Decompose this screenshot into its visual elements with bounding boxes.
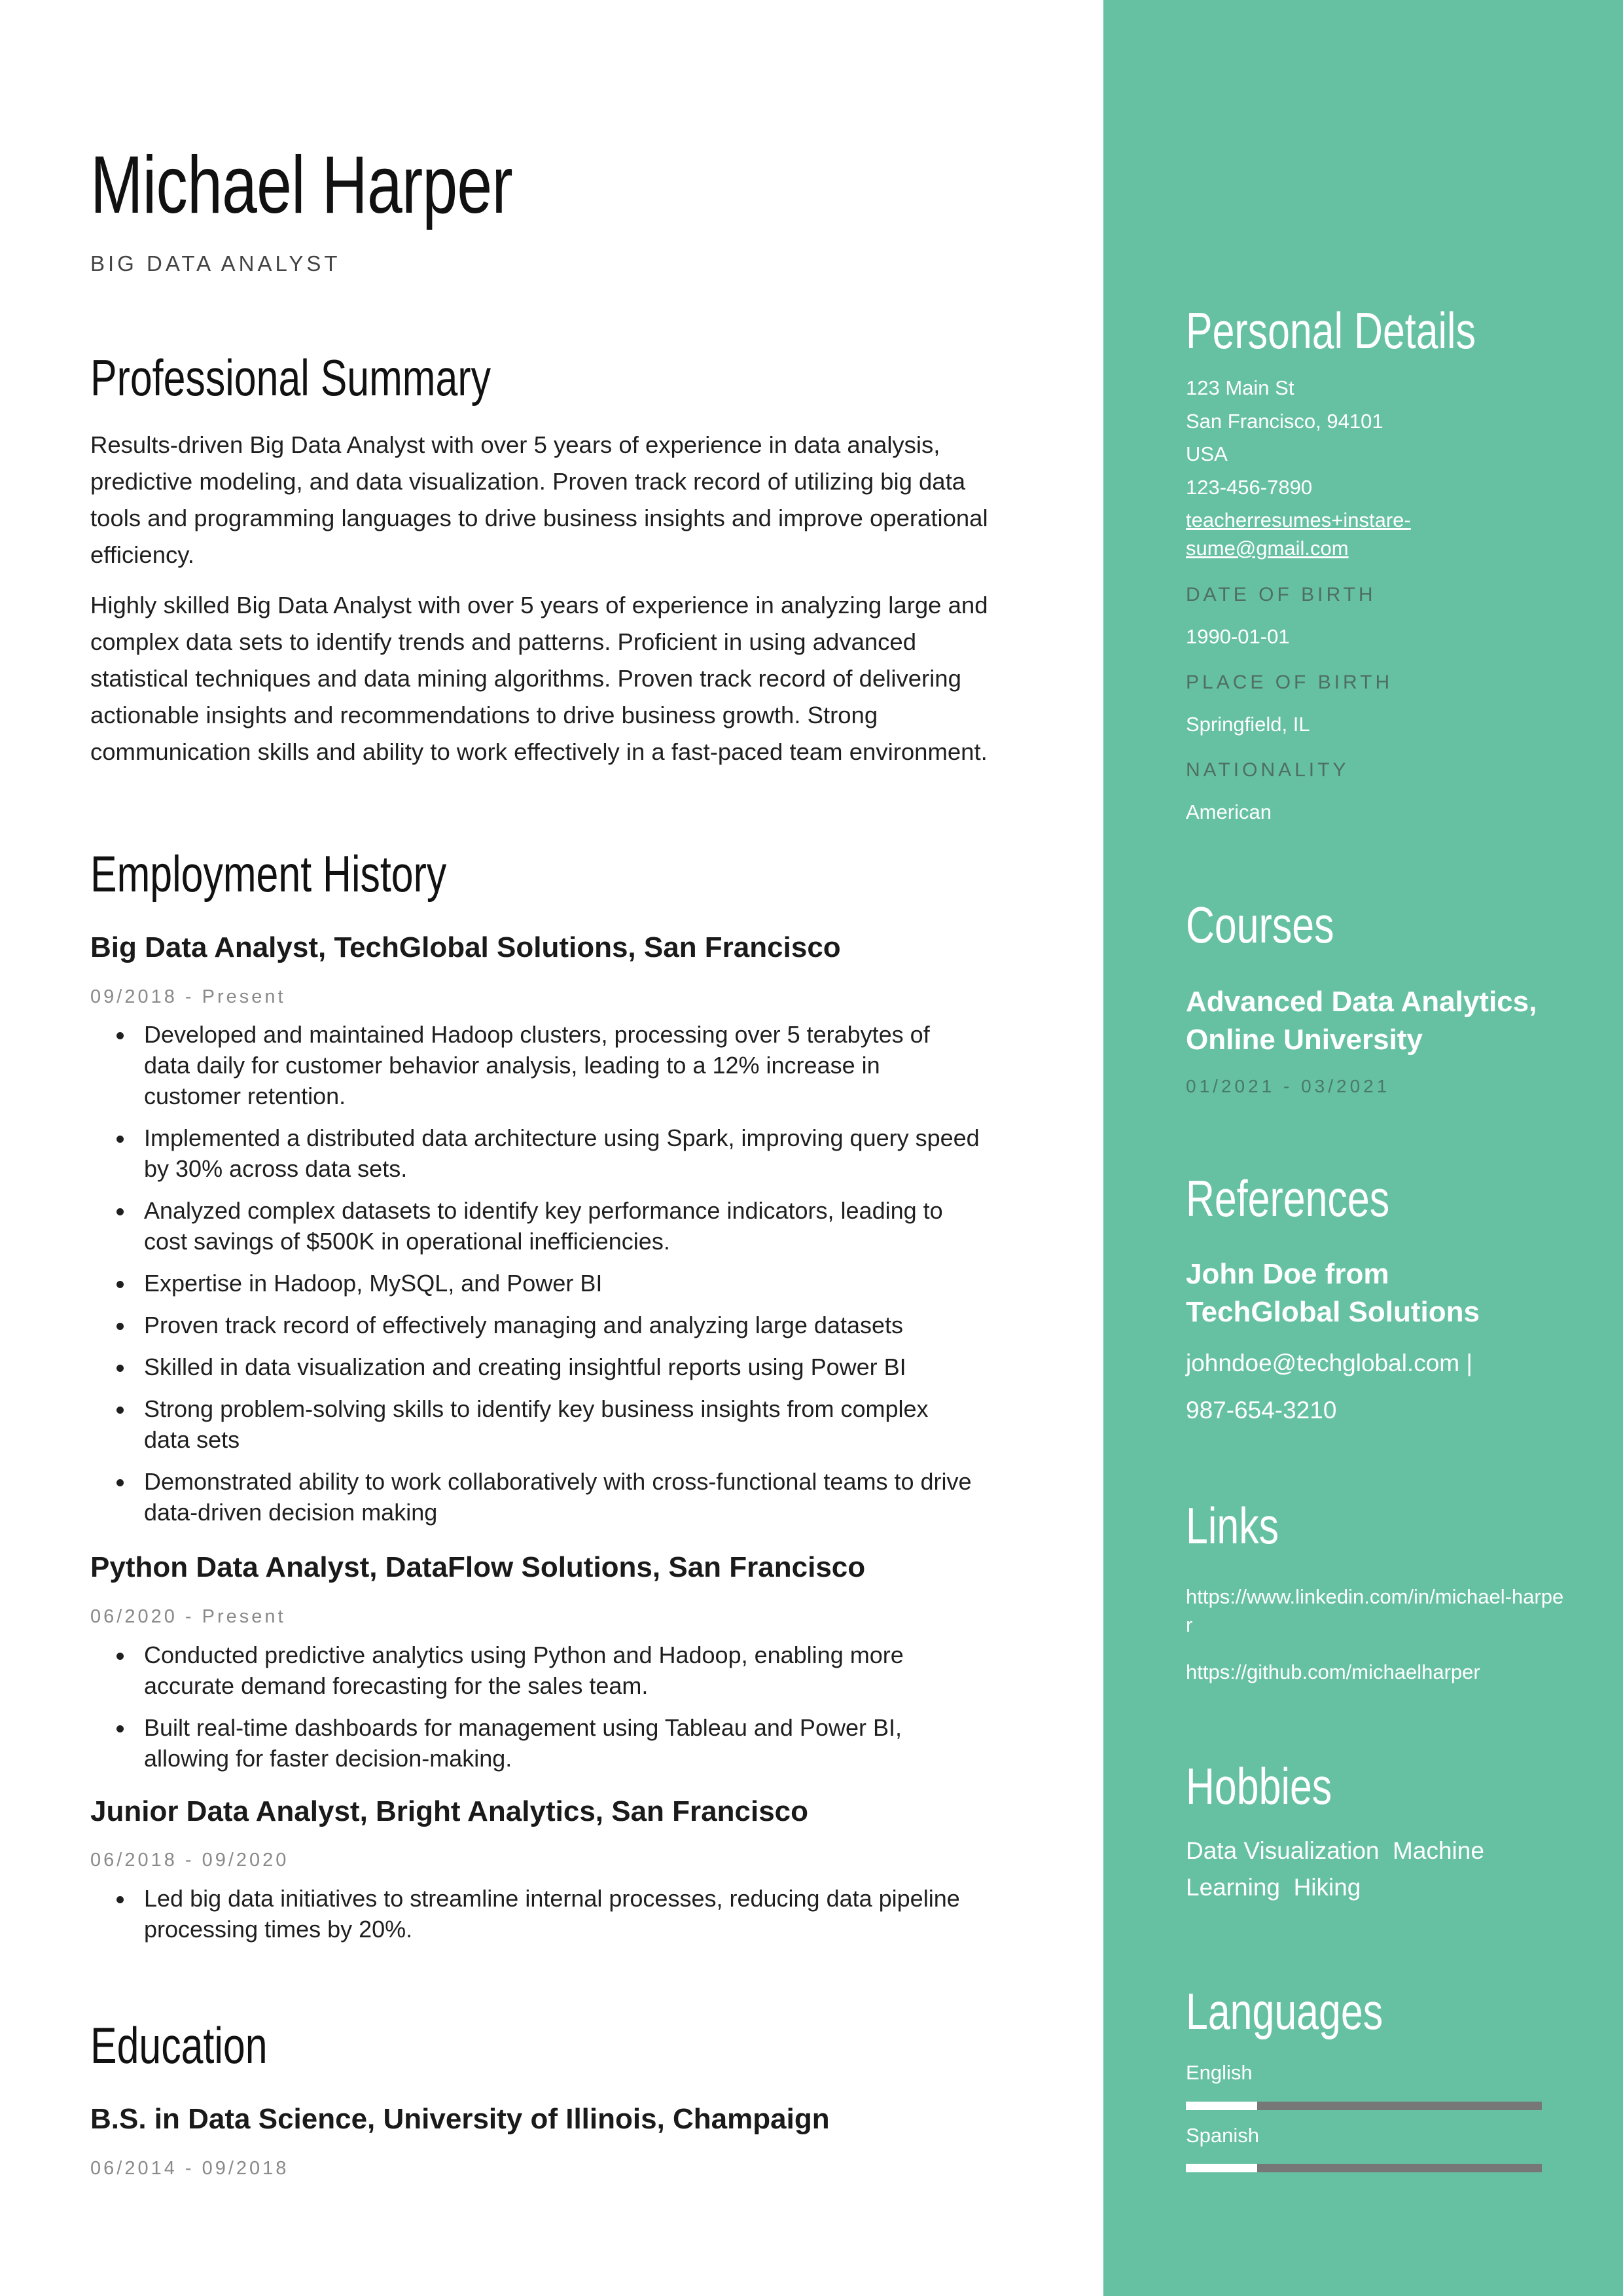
language-level-bar xyxy=(1186,2102,1542,2110)
pob-value: Springfield, IL xyxy=(1186,713,1310,736)
dob-value: 1990-01-01 xyxy=(1186,625,1290,648)
country: USA xyxy=(1186,442,1228,465)
list-item: Developed and maintained Hadoop clusters, processing over 5 terabytes of data daily for customer behavior analysis, leading to a 12% increase in customer retention. xyxy=(90,1019,980,1111)
education-dates: 06/2014 - 09/2018 xyxy=(90,2158,289,2179)
list-item: Built real-time dashboards for management using Tableau and Power BI, allowing for faster decision-making. xyxy=(90,1712,980,1774)
pob-label: PLACE OF BIRTH xyxy=(1186,672,1393,693)
job-title-3: Junior Data Analyst, Bright Analytics, San Francisco xyxy=(90,1795,809,1827)
reference-name: John Doe from TechGlobal Solutions xyxy=(1186,1258,1480,1328)
language-level-fill xyxy=(1186,2102,1257,2110)
github-link[interactable]: https://github.com/michaelharper xyxy=(1186,1660,1480,1683)
job-dates-1: 09/2018 - Present xyxy=(90,986,286,1007)
list-item: Implemented a distributed data architecture using Spark, improving query speed by 30% across data sets. xyxy=(90,1122,980,1184)
linkedin-link[interactable]: https://www.linkedin.com/in/michael-harper xyxy=(1186,1585,1564,1636)
summary-paragraph-2: Highly skilled Big Data Analyst with over 5 years of experience in analyzing large and complex data sets to identify trends and patterns. Proficient in using advanced statistical techniques and data mining algorithms. Proven track record of delivering actionable insights and recommendations to drive business growth. Strong communication skills and ability to work effectively in a fast-paced team environment. xyxy=(90,592,988,765)
email-line-2[interactable]: sume@gmail.com xyxy=(1186,537,1349,560)
job-title: BIG DATA ANALYST xyxy=(90,251,341,276)
address-line-1: 123 Main St xyxy=(1186,376,1294,399)
job-title-1: Big Data Analyst, TechGlobal Solutions, San Francisco xyxy=(90,931,841,963)
list-item: Strong problem-solving skills to identify key business insights from complex data sets xyxy=(90,1393,980,1455)
summary-heading: Professional Summary xyxy=(90,349,491,406)
language-name: English xyxy=(1186,2061,1253,2084)
links-heading: Links xyxy=(1186,1497,1279,1554)
address-line-2: San Francisco, 94101 xyxy=(1186,410,1383,433)
summary-paragraph-1: Results-driven Big Data Analyst with over 5 years of experience in data analysis, predictive modeling, and data visualization. Proven track record of utilizing big data tools and programming languages to drive business insights and improve operational efficiency. xyxy=(90,431,988,568)
education-degree: B.S. in Data Science, University of Illinois, Champaign xyxy=(90,2103,830,2135)
job-dates-3: 06/2018 - 09/2020 xyxy=(90,1850,289,1871)
hobbies-heading: Hobbies xyxy=(1186,1757,1332,1815)
list-item: Conducted predictive analytics using Python and Hadoop, enabling more accurate demand forecasting for the sales team. xyxy=(90,1640,980,1701)
education-heading: Education xyxy=(90,2017,268,2074)
list-item: Skilled in data visualization and creating insightful reports using Power BI xyxy=(90,1352,980,1382)
list-item: Led big data initiatives to streamline internal processes, reducing data pipeline processing times by 20%. xyxy=(90,1883,980,1945)
reference-email: johndoe@techglobal.com | xyxy=(1186,1350,1473,1376)
language-level-fill xyxy=(1186,2164,1257,2172)
course-name: Advanced Data Analytics, Online University xyxy=(1186,986,1537,1056)
reference-phone: 987-654-3210 xyxy=(1186,1397,1337,1424)
job-bullets-1 xyxy=(90,1019,980,1539)
hobbies-list: Data Visualization Machine Learning Hiking xyxy=(1186,1837,1491,1901)
job-title-2: Python Data Analyst, DataFlow Solutions, San Francisco xyxy=(90,1551,866,1583)
nationality-value: American xyxy=(1186,800,1272,823)
personal-details-heading: Personal Details xyxy=(1186,302,1476,359)
list-item: Demonstrated ability to work collaboratively with cross-functional teams to drive data-driven decision making xyxy=(90,1466,980,1528)
job-dates-2: 06/2020 - Present xyxy=(90,1606,286,1627)
sidebar xyxy=(1103,0,1623,2296)
languages-heading: Languages xyxy=(1186,1982,1383,2040)
employment-heading: Employment History xyxy=(90,845,447,903)
phone: 123-456-7890 xyxy=(1186,476,1313,499)
nationality-label: NATIONALITY xyxy=(1186,759,1349,781)
job-bullets-3 xyxy=(90,1883,980,1956)
main-column xyxy=(90,0,1026,2296)
list-item: Analyzed complex datasets to identify key performance indicators, leading to cost savings of $500K in operational inefficiencies. xyxy=(90,1195,980,1257)
dob-label: DATE OF BIRTH xyxy=(1186,584,1376,605)
list-item: Proven track record of effectively managing and analyzing large datasets xyxy=(90,1310,980,1340)
courses-heading: Courses xyxy=(1186,896,1334,954)
language-level-bar xyxy=(1186,2164,1542,2172)
list-item: Expertise in Hadoop, MySQL, and Power BI xyxy=(90,1268,980,1299)
email-line-1[interactable]: teacherresumes+instare- xyxy=(1186,509,1411,531)
references-heading: References xyxy=(1186,1170,1390,1227)
candidate-name: Michael Harper xyxy=(90,140,512,230)
email-link[interactable] xyxy=(1186,506,1411,562)
language-name: Spanish xyxy=(1186,2124,1260,2147)
course-dates: 01/2021 - 03/2021 xyxy=(1186,1076,1391,1096)
job-bullets-2 xyxy=(90,1640,980,1785)
